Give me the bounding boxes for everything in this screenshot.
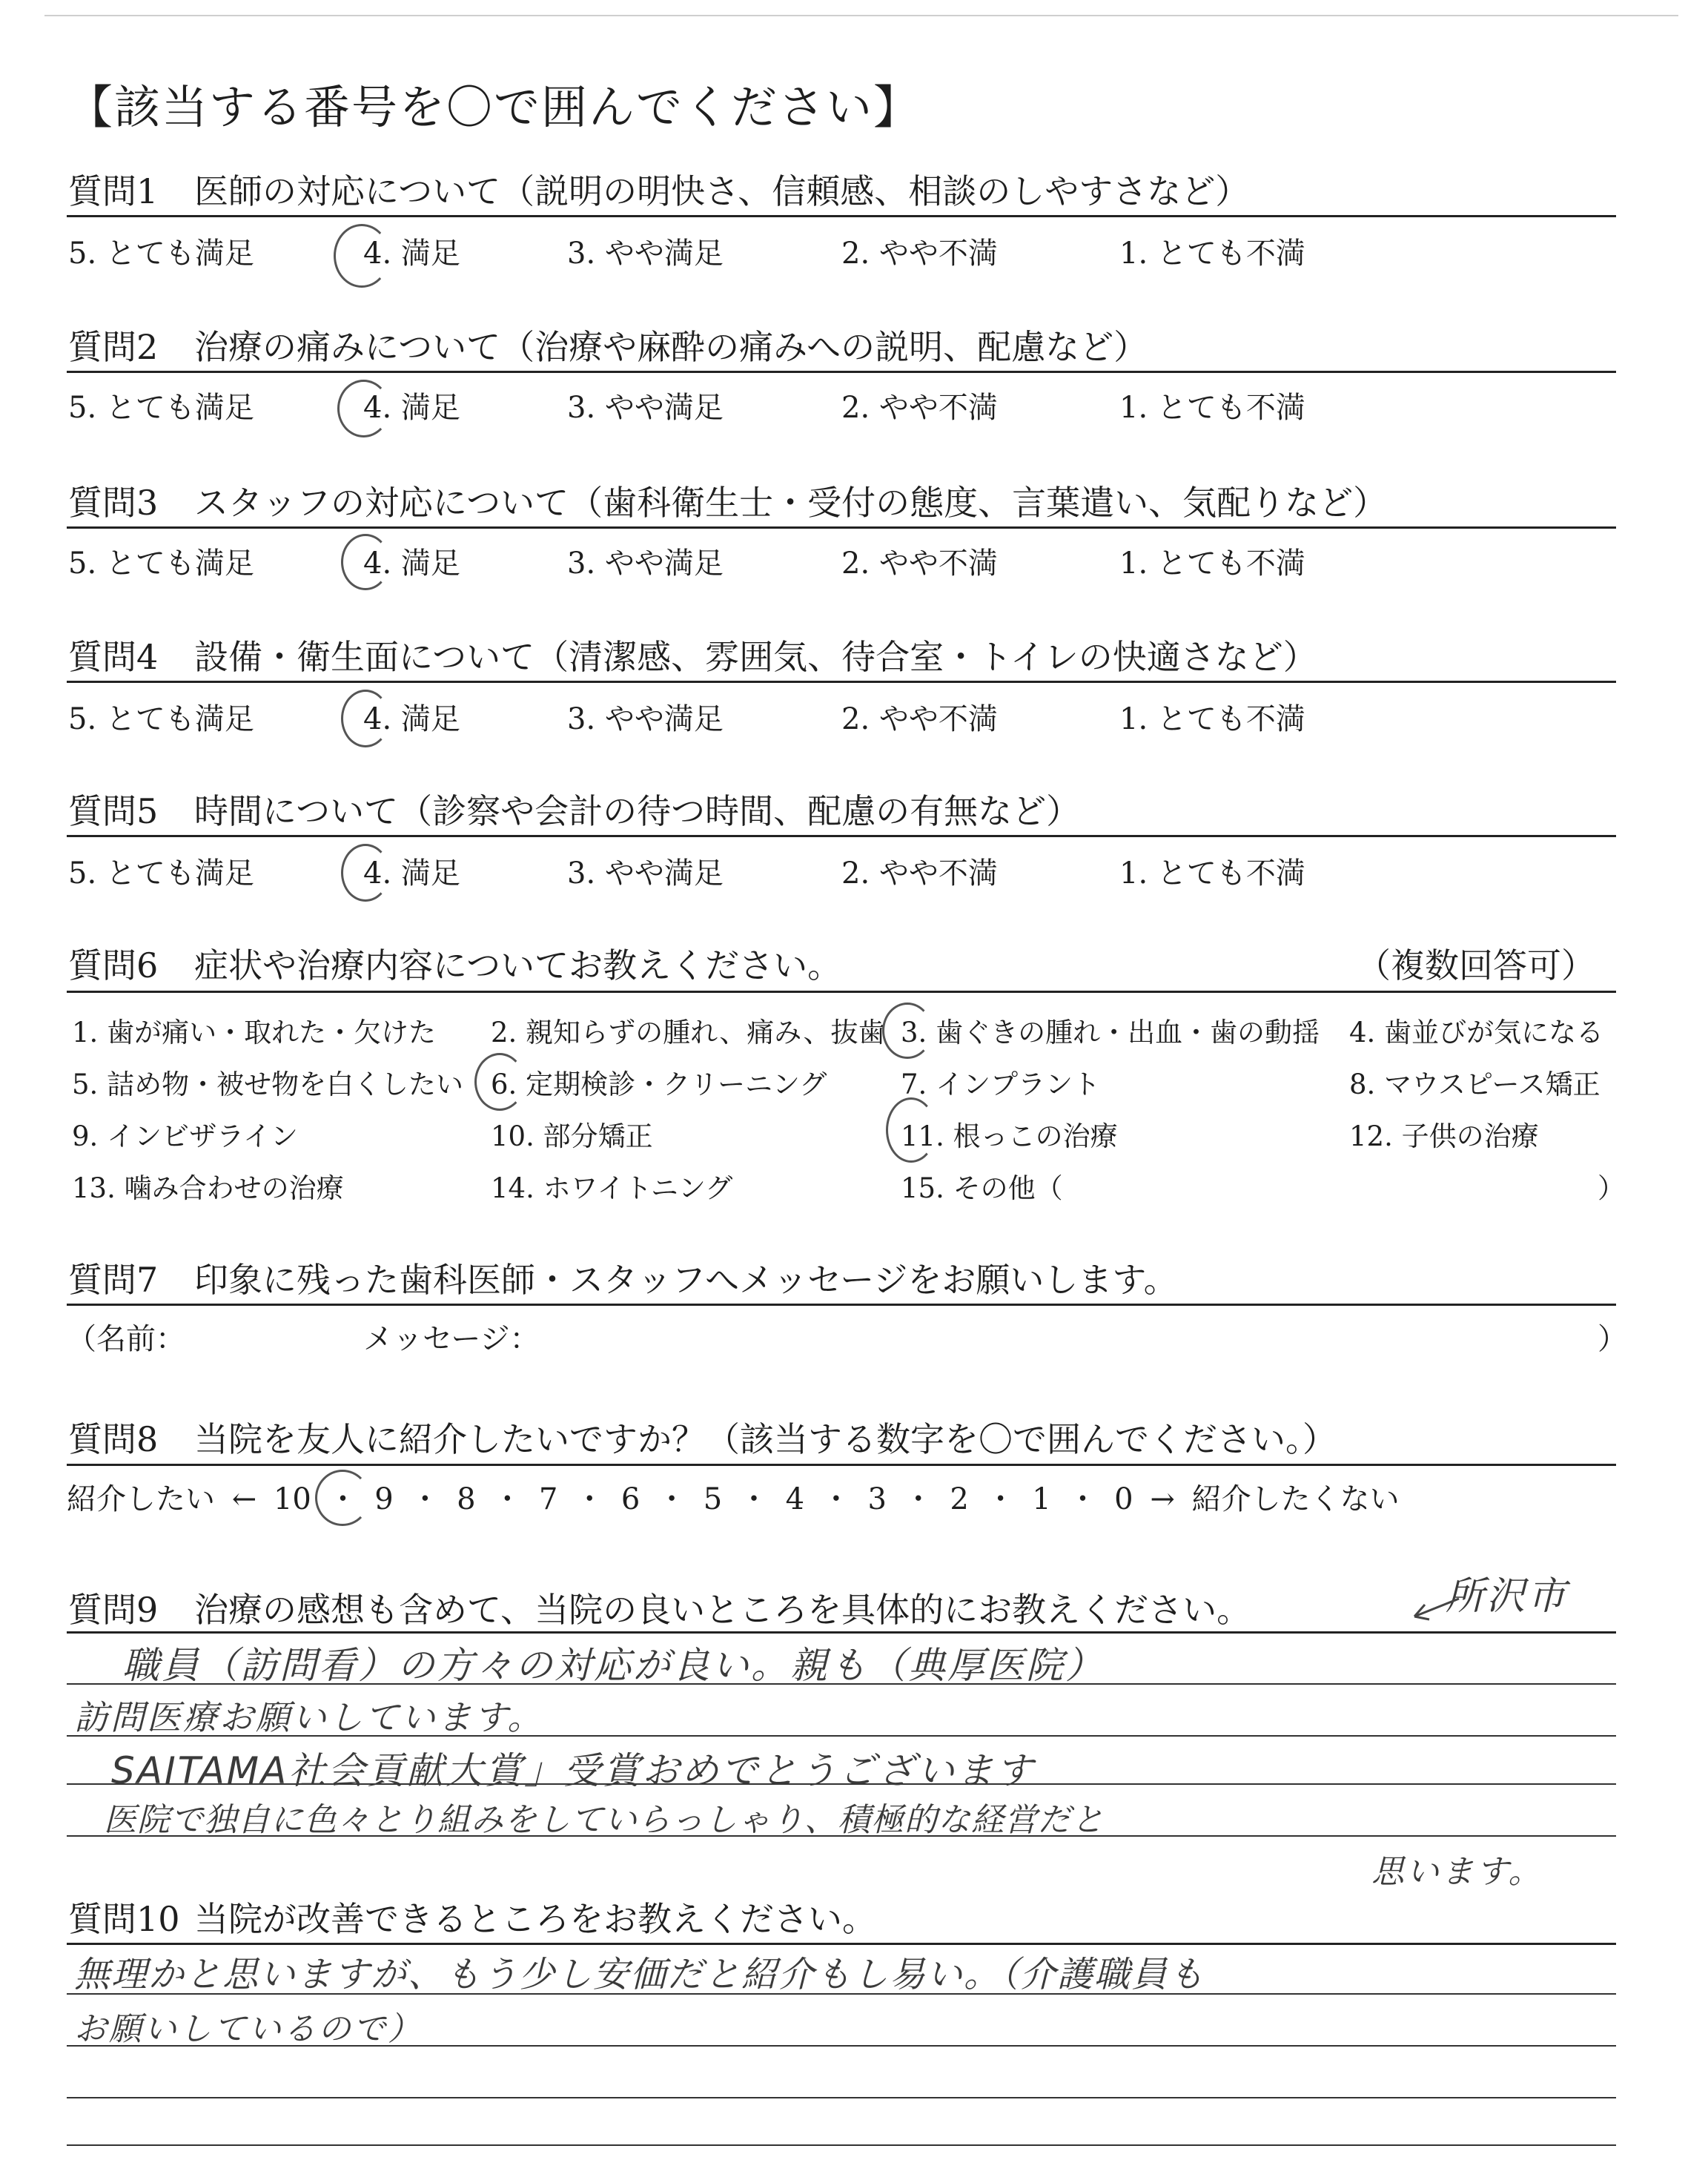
symptom-option-4[interactable]: 4. 歯並びが気になる bbox=[1349, 1017, 1604, 1048]
question-6-heading bbox=[68, 939, 841, 988]
message-label: メッセージ： bbox=[363, 1322, 540, 1356]
question-7-heading bbox=[68, 1253, 1178, 1302]
question-number: 質問3 bbox=[68, 483, 159, 523]
handwritten-answer-line: お願いしているので） bbox=[74, 2010, 423, 2048]
other-close-paren: ） bbox=[1598, 1172, 1625, 1204]
question-text: 時間について（診察や会計の待つ時間、配慮の有無など） bbox=[194, 791, 1081, 831]
divider bbox=[67, 371, 1616, 373]
divider bbox=[67, 681, 1616, 683]
divider bbox=[67, 991, 1616, 993]
rating-option-1[interactable]: 1. とても不満 bbox=[1119, 856, 1305, 891]
question-number: 質問9 bbox=[68, 1590, 159, 1630]
rating-option-1[interactable]: 1. とても不満 bbox=[1119, 237, 1305, 271]
name-label: （名前： bbox=[67, 1322, 185, 1356]
rating-option-3[interactable]: 3. やや満足 bbox=[567, 391, 724, 425]
rating-option-2[interactable]: 2. やや不満 bbox=[841, 856, 998, 891]
rating-option-3[interactable]: 3. やや満足 bbox=[567, 856, 724, 891]
rating-option-2[interactable]: 2. やや不満 bbox=[841, 391, 998, 425]
rating-option-1[interactable]: 1. とても不満 bbox=[1119, 702, 1305, 736]
question-3-heading bbox=[68, 476, 1387, 525]
rating-option-4[interactable]: 4. 満足 bbox=[363, 391, 460, 425]
handwritten-answer-line: 医院で独自に色々とり組みをしていらっしゃり、積極的な経営だと bbox=[104, 1801, 1105, 1839]
symptom-option-10[interactable]: 10. 部分矯正 bbox=[491, 1120, 653, 1152]
symptom-option-14[interactable]: 14. ホワイトニング bbox=[491, 1172, 733, 1204]
rating-option-5[interactable]: 5. とても満足 bbox=[68, 702, 254, 736]
rating-option-2[interactable]: 2. やや不満 bbox=[841, 237, 998, 271]
question-text: 印象に残った歯科医師・スタッフへメッセージをお願いします。 bbox=[194, 1260, 1178, 1300]
question-text: 当院が改善できるところをお教えください。 bbox=[194, 1899, 876, 1939]
question-number: 質問8 bbox=[68, 1419, 159, 1459]
question-text: 症状や治療内容についてお教えください。 bbox=[194, 945, 842, 985]
top-border bbox=[44, 15, 1678, 16]
question-text: スタッフの対応について（歯科衛生士・受付の態度、言葉遣い、気配りなど） bbox=[194, 483, 1388, 523]
divider bbox=[67, 1631, 1616, 1634]
selection-circle bbox=[334, 224, 390, 288]
symptom-option-2[interactable]: 2. 親知らずの腫れ、痛み、抜歯 bbox=[491, 1017, 886, 1048]
question-text: 治療の痛みについて（治療や麻酔の痛みへの説明、配慮など） bbox=[194, 327, 1148, 367]
question-10-heading bbox=[68, 1892, 876, 1941]
question-number: 質問4 bbox=[68, 637, 159, 677]
selection-circle bbox=[886, 1097, 936, 1163]
selection-circle bbox=[882, 1003, 933, 1059]
question-number: 質問5 bbox=[68, 791, 159, 831]
selection-circle bbox=[341, 844, 390, 902]
divider bbox=[67, 526, 1616, 529]
selection-circle bbox=[474, 1053, 525, 1111]
rating-option-5[interactable]: 5. とても満足 bbox=[68, 546, 254, 581]
symptom-option-11[interactable]: 11. 根っこの治療 bbox=[901, 1120, 1118, 1152]
question-1-heading bbox=[68, 165, 1249, 214]
selection-circle bbox=[337, 380, 390, 437]
rating-option-4[interactable]: 4. 満足 bbox=[363, 856, 460, 891]
divider bbox=[67, 1943, 1616, 1945]
question-9-heading bbox=[68, 1583, 1251, 1632]
divider bbox=[67, 215, 1616, 217]
divider bbox=[67, 1464, 1616, 1466]
page-title: 【該当する番号を〇で囲んでください】 bbox=[67, 80, 921, 134]
question-number: 質問7 bbox=[68, 1260, 159, 1300]
symptom-option-12[interactable]: 12. 子供の治療 bbox=[1349, 1120, 1539, 1152]
answer-line bbox=[67, 2144, 1616, 2146]
question-text: 設備・衛生面について（清潔感、雰囲気、待合室・トイレの快適さなど） bbox=[194, 637, 1317, 677]
question-text: 治療の感想も含めて、当院の良いところを具体的にお教えください。 bbox=[194, 1590, 1251, 1630]
selection-circle bbox=[315, 1470, 370, 1526]
rating-option-3[interactable]: 3. やや満足 bbox=[567, 546, 724, 581]
handwritten-answer-line: 訪問医療お願いしています。 bbox=[74, 1697, 544, 1737]
rating-option-3[interactable]: 3. やや満足 bbox=[567, 237, 724, 271]
selection-circle bbox=[341, 534, 390, 590]
rating-option-5[interactable]: 5. とても満足 bbox=[68, 856, 254, 891]
question-5-heading bbox=[68, 785, 1080, 833]
symptom-option-3[interactable]: 3. 歯ぐきの腫れ・出血・歯の動揺 bbox=[901, 1017, 1320, 1048]
multiple-answer-note: （複数回答可） bbox=[1357, 945, 1595, 985]
symptom-option-15[interactable]: 15. その他（ bbox=[901, 1172, 1063, 1204]
selection-circle bbox=[341, 690, 390, 747]
message-close-paren: ） bbox=[1598, 1322, 1627, 1356]
question-8-heading bbox=[68, 1413, 1337, 1462]
question-4-heading bbox=[68, 630, 1317, 679]
question-number: 質問10 bbox=[68, 1899, 180, 1939]
symptom-option-5[interactable]: 5. 詰め物・被せ物を白くしたい bbox=[72, 1069, 464, 1100]
rating-option-4[interactable]: 4. 満足 bbox=[363, 702, 460, 736]
question-number: 質問1 bbox=[68, 171, 159, 211]
handwritten-answer-line: 思います。 bbox=[1371, 1853, 1543, 1891]
recommendation-scale[interactable]: 紹介したい ← 10 ・ 9 ・ 8 ・ 7 ・ 6 ・ 5 ・ 4 ・ 3 ・ 2 ・ 1 ・ 0 → 紹介したくない bbox=[67, 1482, 1400, 1516]
symptom-option-1[interactable]: 1. 歯が痛い・取れた・欠けた bbox=[72, 1017, 437, 1048]
handwritten-answer-line: SAITAMA社会貢献大賞」受賞おめでとうございます bbox=[111, 1749, 1036, 1792]
question-text: 当院を友人に紹介したいですか？（該当する数字を〇で囲んでください。） bbox=[194, 1419, 1337, 1459]
rating-option-3[interactable]: 3. やや満足 bbox=[567, 702, 724, 736]
symptom-option-7[interactable]: 7. インプラント bbox=[901, 1069, 1101, 1100]
divider bbox=[67, 1304, 1616, 1306]
symptom-option-9[interactable]: 9. インビザライン bbox=[72, 1120, 298, 1152]
question-number: 質問2 bbox=[68, 327, 159, 367]
rating-option-4[interactable]: 4. 満足 bbox=[363, 546, 460, 581]
rating-option-2[interactable]: 2. やや不満 bbox=[841, 702, 998, 736]
handwritten-answer-line: 無理かと思いますが、もう少し安価だと紹介もし易い。（介護職員も bbox=[74, 1954, 1206, 1995]
rating-option-1[interactable]: 1. とても不満 bbox=[1119, 391, 1305, 425]
answer-line bbox=[67, 2097, 1616, 2098]
rating-option-5[interactable]: 5. とても満足 bbox=[68, 237, 254, 271]
rating-option-5[interactable]: 5. とても満足 bbox=[68, 391, 254, 425]
rating-option-4[interactable]: 4. 満足 bbox=[363, 237, 460, 271]
rating-option-2[interactable]: 2. やや不満 bbox=[841, 546, 998, 581]
arrow-icon bbox=[1409, 1594, 1460, 1624]
rating-option-1[interactable]: 1. とても不満 bbox=[1119, 546, 1305, 581]
handwritten-city-note: 所沢市 bbox=[1446, 1574, 1569, 1619]
symptom-option-13[interactable]: 13. 噛み合わせの治療 bbox=[72, 1172, 344, 1204]
symptom-option-8[interactable]: 8. マウスピース矯正 bbox=[1349, 1069, 1601, 1100]
question-text: 医師の対応について（説明の明快さ、信頼感、相談のしやすさなど） bbox=[194, 171, 1250, 211]
divider bbox=[67, 835, 1616, 837]
handwritten-answer-line: 職員（訪問看）の方々の対応が良い。親も（典厚医院） bbox=[122, 1644, 1105, 1687]
question-2-heading bbox=[68, 320, 1148, 369]
symptom-option-6[interactable]: 6. 定期検診・クリーニング bbox=[491, 1069, 827, 1100]
question-number: 質問6 bbox=[68, 945, 159, 985]
